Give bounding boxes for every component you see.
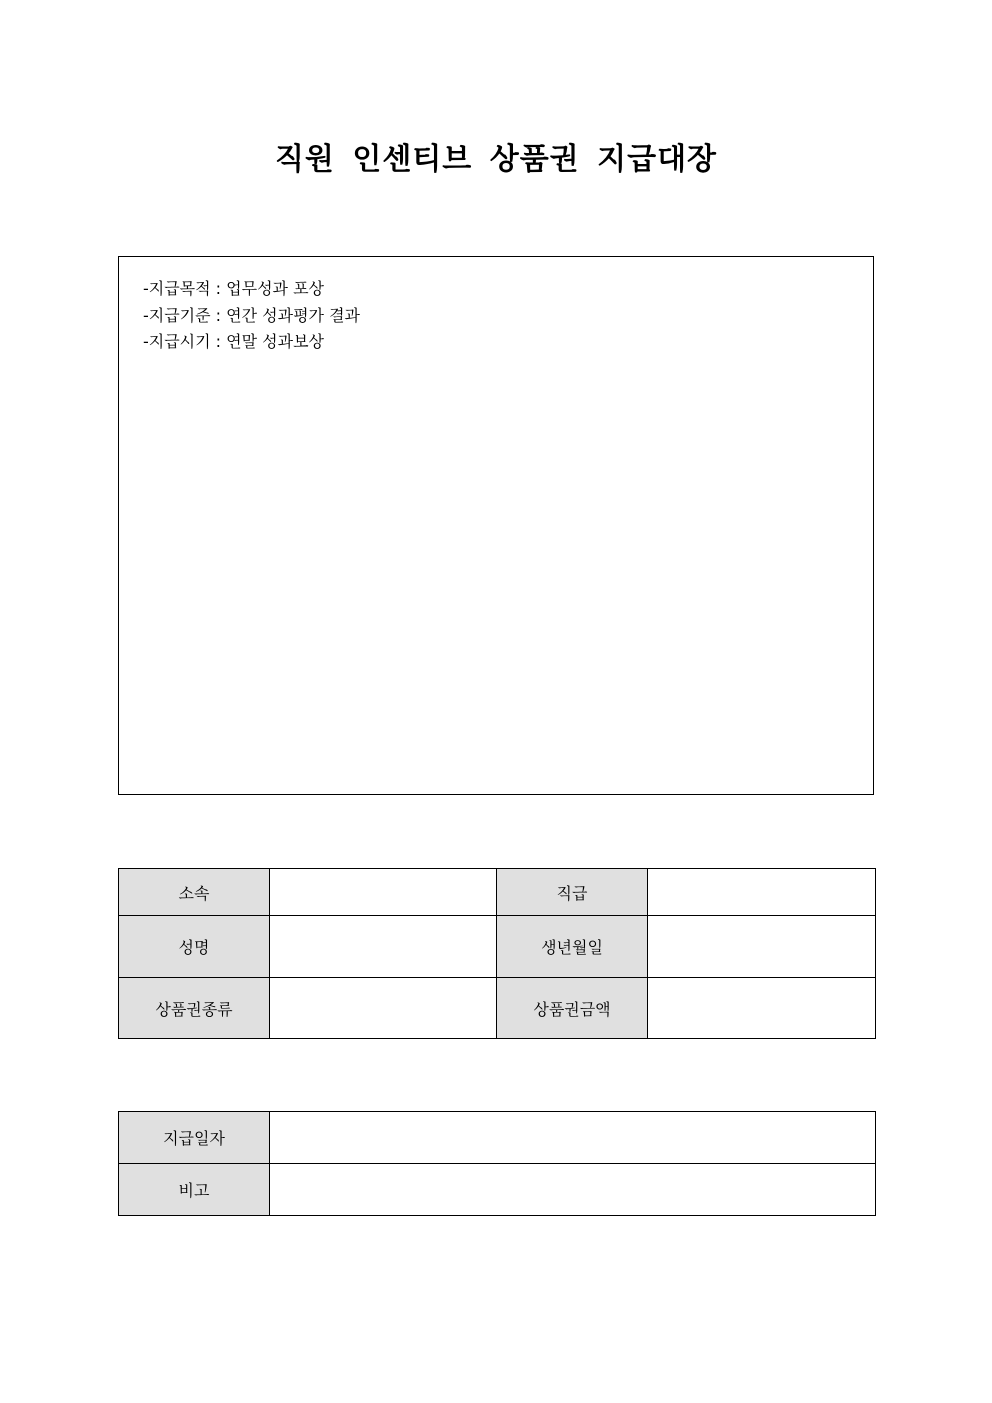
name-label: 성명	[119, 916, 270, 978]
voucher-type-field[interactable]	[270, 978, 497, 1039]
criteria-line: -지급기준 : 연간 성과평가 결과	[143, 305, 360, 325]
payment-date-label: 지급일자	[119, 1112, 270, 1164]
voucher-amount-label: 상품권금액	[497, 978, 648, 1039]
employee-info-table	[118, 868, 876, 1039]
table-row	[119, 916, 876, 978]
department-field[interactable]	[270, 869, 497, 916]
page-title: 직원 인센티브 상품권 지급대장	[274, 142, 718, 177]
position-label: 직급	[497, 869, 648, 916]
remarks-label: 비고	[119, 1164, 270, 1216]
info-box	[118, 256, 874, 795]
birthdate-label: 생년월일	[497, 916, 648, 978]
table-row	[119, 1112, 876, 1164]
remarks-field[interactable]	[270, 1164, 876, 1216]
payment-date-field[interactable]	[270, 1112, 876, 1164]
voucher-amount-field[interactable]	[648, 978, 876, 1039]
purpose-line: -지급목적 : 업무성과 포상	[143, 279, 324, 298]
birthdate-field[interactable]	[648, 916, 876, 978]
table-row	[119, 1164, 876, 1216]
timing-line: -지급시기 : 연말 성과보상	[143, 332, 324, 351]
voucher-type-label: 상품권종류	[119, 978, 270, 1039]
table-row	[119, 978, 876, 1039]
position-field[interactable]	[648, 869, 876, 916]
name-field[interactable]	[270, 916, 497, 978]
table-row	[119, 869, 876, 916]
payment-info-table	[118, 1111, 876, 1216]
department-label: 소속	[119, 869, 270, 916]
